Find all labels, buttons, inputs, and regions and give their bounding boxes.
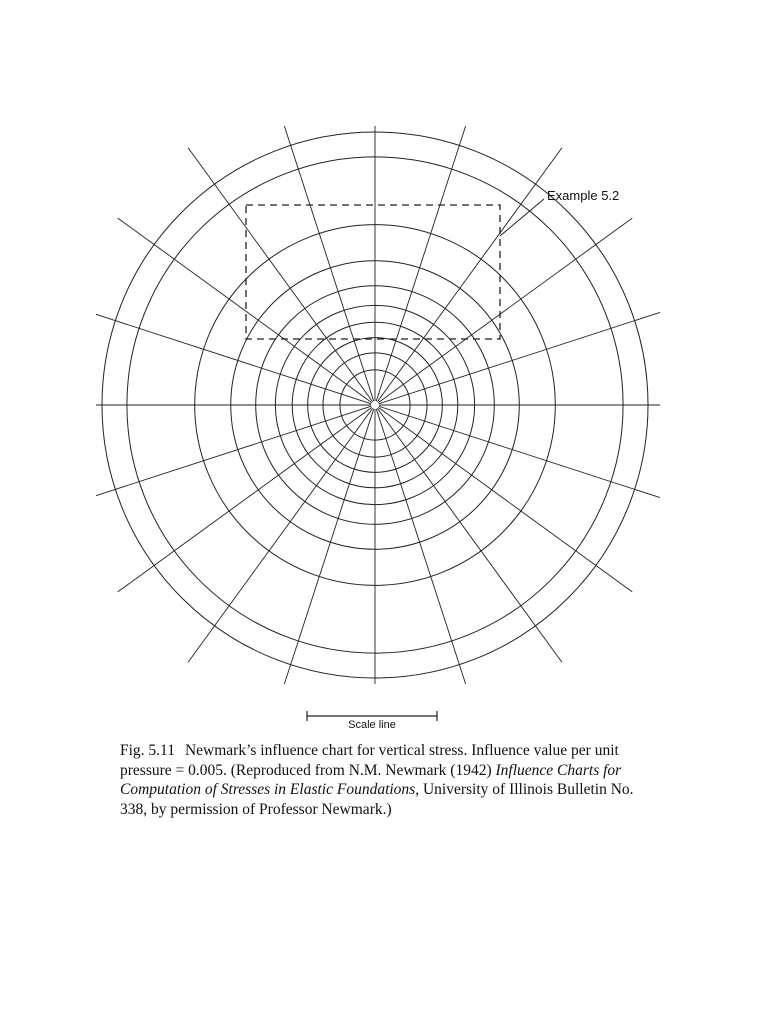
- ray-10: [96, 406, 371, 495]
- caption-text: Newmark’s influence chart for vertical stress. Influence value per unit pressure = 0.005. (Reproduced from N.M. Newmark (1942): [120, 742, 619, 779]
- scale-line-label: Scale line: [348, 719, 396, 731]
- caption-text-end: , University of Illinois Bulletin No. 338, by permission of Professor Newmark.): [120, 781, 634, 818]
- ray-17: [376, 126, 465, 401]
- ray-19: [378, 218, 632, 403]
- ray-3: [378, 407, 632, 592]
- caption-italic-title: Influence Charts for Computation of Stresses in Elastic Foundations: [120, 761, 622, 798]
- ray-7: [284, 409, 373, 684]
- ray-13: [118, 218, 372, 403]
- ray-15: [284, 126, 373, 401]
- radial-lines: [96, 126, 660, 684]
- ray-8: [188, 408, 373, 662]
- ray-2: [379, 406, 660, 497]
- ray-18: [377, 148, 562, 402]
- figure-caption: [120, 741, 660, 819]
- ray-5: [376, 409, 465, 684]
- figure-number: Fig. 5.11: [120, 742, 175, 759]
- ray-12: [96, 314, 371, 403]
- ray-20: [379, 312, 660, 403]
- ray-14: [188, 148, 373, 402]
- ray-9: [118, 407, 372, 592]
- example-label: Example 5.2: [547, 188, 620, 203]
- ray-4: [377, 408, 562, 662]
